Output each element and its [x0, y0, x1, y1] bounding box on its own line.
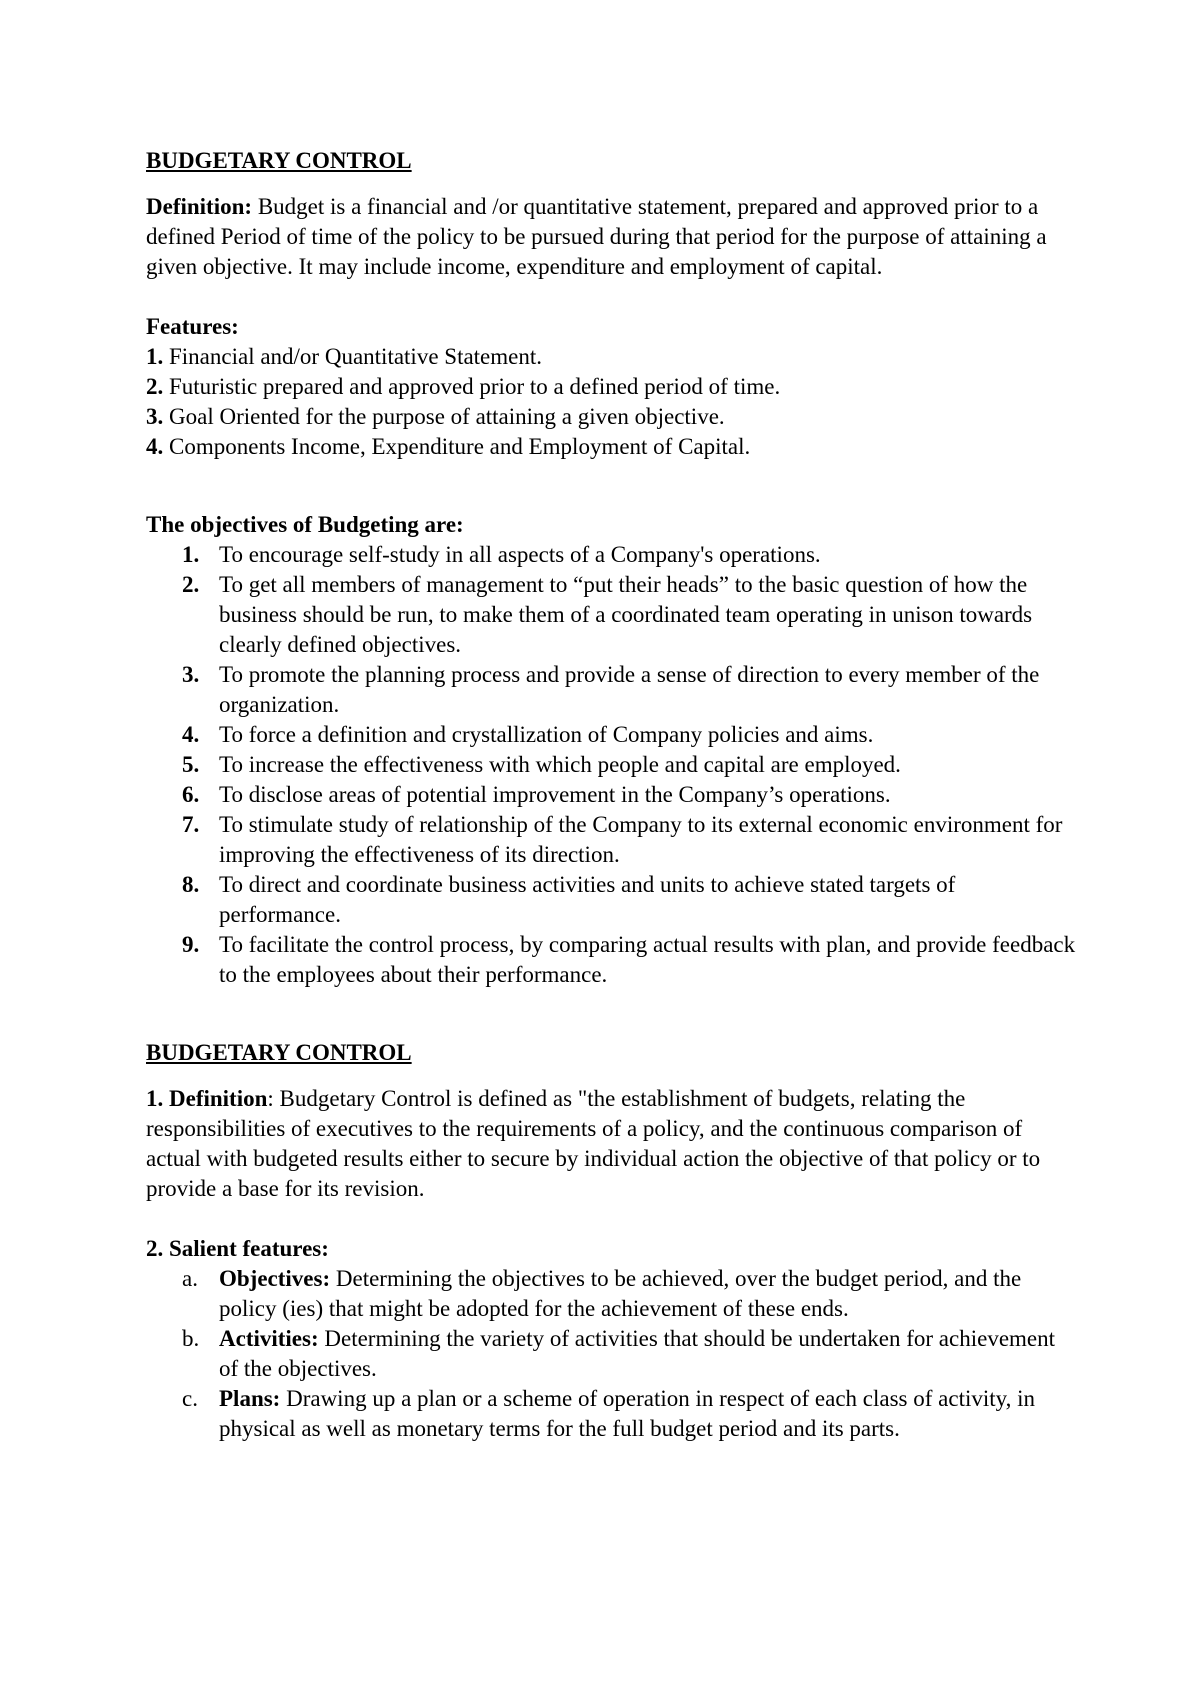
objective-item — [146, 810, 1076, 870]
salient-text: Determining the objectives to be achieved, over the budget period, and the policy (ies) that might be adopted for the achievement of these ends. — [219, 1266, 1022, 1321]
objective-number: 9. — [182, 932, 200, 957]
salient-text: Determining the variety of activities that should be undertaken for achievement of the objectives. — [219, 1326, 1056, 1381]
objective-number: 1. — [182, 542, 200, 567]
feature-item — [146, 342, 1076, 372]
feature-number: 1. — [146, 344, 164, 369]
objective-text: To promote the planning process and provide a sense of direction to every member of the organization. — [219, 662, 1040, 717]
objective-item — [146, 660, 1076, 720]
objective-number: 6. — [182, 782, 200, 807]
objective-item — [146, 780, 1076, 810]
feature-text: Financial and/or Quantitative Statement. — [163, 344, 543, 369]
section-heading-budgetary-control: BUDGETARY CONTROL — [146, 148, 412, 173]
objective-number: 7. — [182, 812, 200, 837]
features-heading: Features: — [146, 314, 239, 339]
objective-number: 2. — [182, 572, 200, 597]
feature-text: Goal Oriented for the purpose of attaining a given objective. — [163, 404, 725, 429]
salient-item — [146, 1384, 1076, 1444]
objective-item — [146, 750, 1076, 780]
objective-number: 3. — [182, 662, 200, 687]
objective-item — [146, 930, 1076, 990]
objective-item — [146, 870, 1076, 930]
objective-item — [146, 540, 1076, 570]
objectives-list — [146, 540, 1076, 990]
budget-definition — [146, 192, 1076, 282]
feature-item — [146, 402, 1076, 432]
definition-text: : Budgetary Control is defined as "the establishment of budgets, relating the responsibilities of executives to the requirements of a policy, and the continuous comparison of actual with budgeted results either to secure by individual action the objective of that policy or to provide a base for its revision. — [146, 1086, 1041, 1201]
objective-item — [146, 720, 1076, 750]
feature-number: 2. — [146, 374, 164, 399]
budgetary-control-definition — [146, 1084, 1076, 1204]
salient-features-heading: 2. Salient features: — [146, 1236, 329, 1261]
objective-number: 4. — [182, 722, 200, 747]
feature-text: Components Income, Expenditure and Employment of Capital. — [163, 434, 751, 459]
objective-text: To increase the effectiveness with which people and capital are employed. — [219, 752, 901, 777]
salient-text: Drawing up a plan or a scheme of operation in respect of each class of activity, in physical as well as monetary terms for the full budget period and its parts. — [219, 1386, 1036, 1441]
salient-label: Objectives: — [219, 1266, 331, 1291]
features-list — [146, 342, 1076, 462]
objective-text: To get all members of management to “put their heads” to the basic question of how the business should be run, to make them of a coordinated team operating in unison towards clearly defined objectives. — [219, 572, 1033, 657]
objective-number: 8. — [182, 872, 200, 897]
definition-text: Budget is a financial and /or quantitative statement, prepared and approved prior to a defined Period of time of the policy to be pursued during that period for the purpose of attaining a given objective. It may include income, expenditure and employment of capital. — [146, 194, 1047, 279]
objectives-heading: The objectives of Budgeting are: — [146, 512, 464, 537]
objective-text: To direct and coordinate business activities and units to achieve stated targets of performance. — [219, 872, 956, 927]
salient-item — [146, 1324, 1076, 1384]
document-page — [146, 146, 1076, 1444]
definition-label: Definition: — [146, 194, 253, 219]
objective-text: To encourage self-study in all aspects of a Company's operations. — [219, 542, 821, 567]
salient-features-list — [146, 1264, 1076, 1444]
objective-item — [146, 570, 1076, 660]
salient-letter: c. — [182, 1386, 198, 1411]
objective-text: To facilitate the control process, by comparing actual results with plan, and provide feedback to the employees about their performance. — [219, 932, 1076, 987]
salient-label: Plans: — [219, 1386, 281, 1411]
feature-item — [146, 432, 1076, 462]
salient-letter: a. — [182, 1266, 198, 1291]
salient-letter: b. — [182, 1326, 200, 1351]
section-heading-budgetary-control-2: BUDGETARY CONTROL — [146, 1040, 412, 1065]
objective-text: To disclose areas of potential improvement in the Company’s operations. — [219, 782, 891, 807]
salient-item — [146, 1264, 1076, 1324]
objective-text: To stimulate study of relationship of the Company to its external economic environment for improving the effectiveness of its direction. — [219, 812, 1063, 867]
objective-number: 5. — [182, 752, 200, 777]
feature-number: 3. — [146, 404, 164, 429]
feature-number: 4. — [146, 434, 164, 459]
feature-item — [146, 372, 1076, 402]
feature-text: Futuristic prepared and approved prior to a defined period of time. — [163, 374, 781, 399]
salient-label: Activities: — [219, 1326, 319, 1351]
definition-label: 1. Definition — [146, 1086, 268, 1111]
objective-text: To force a definition and crystallization of Company policies and aims. — [219, 722, 874, 747]
